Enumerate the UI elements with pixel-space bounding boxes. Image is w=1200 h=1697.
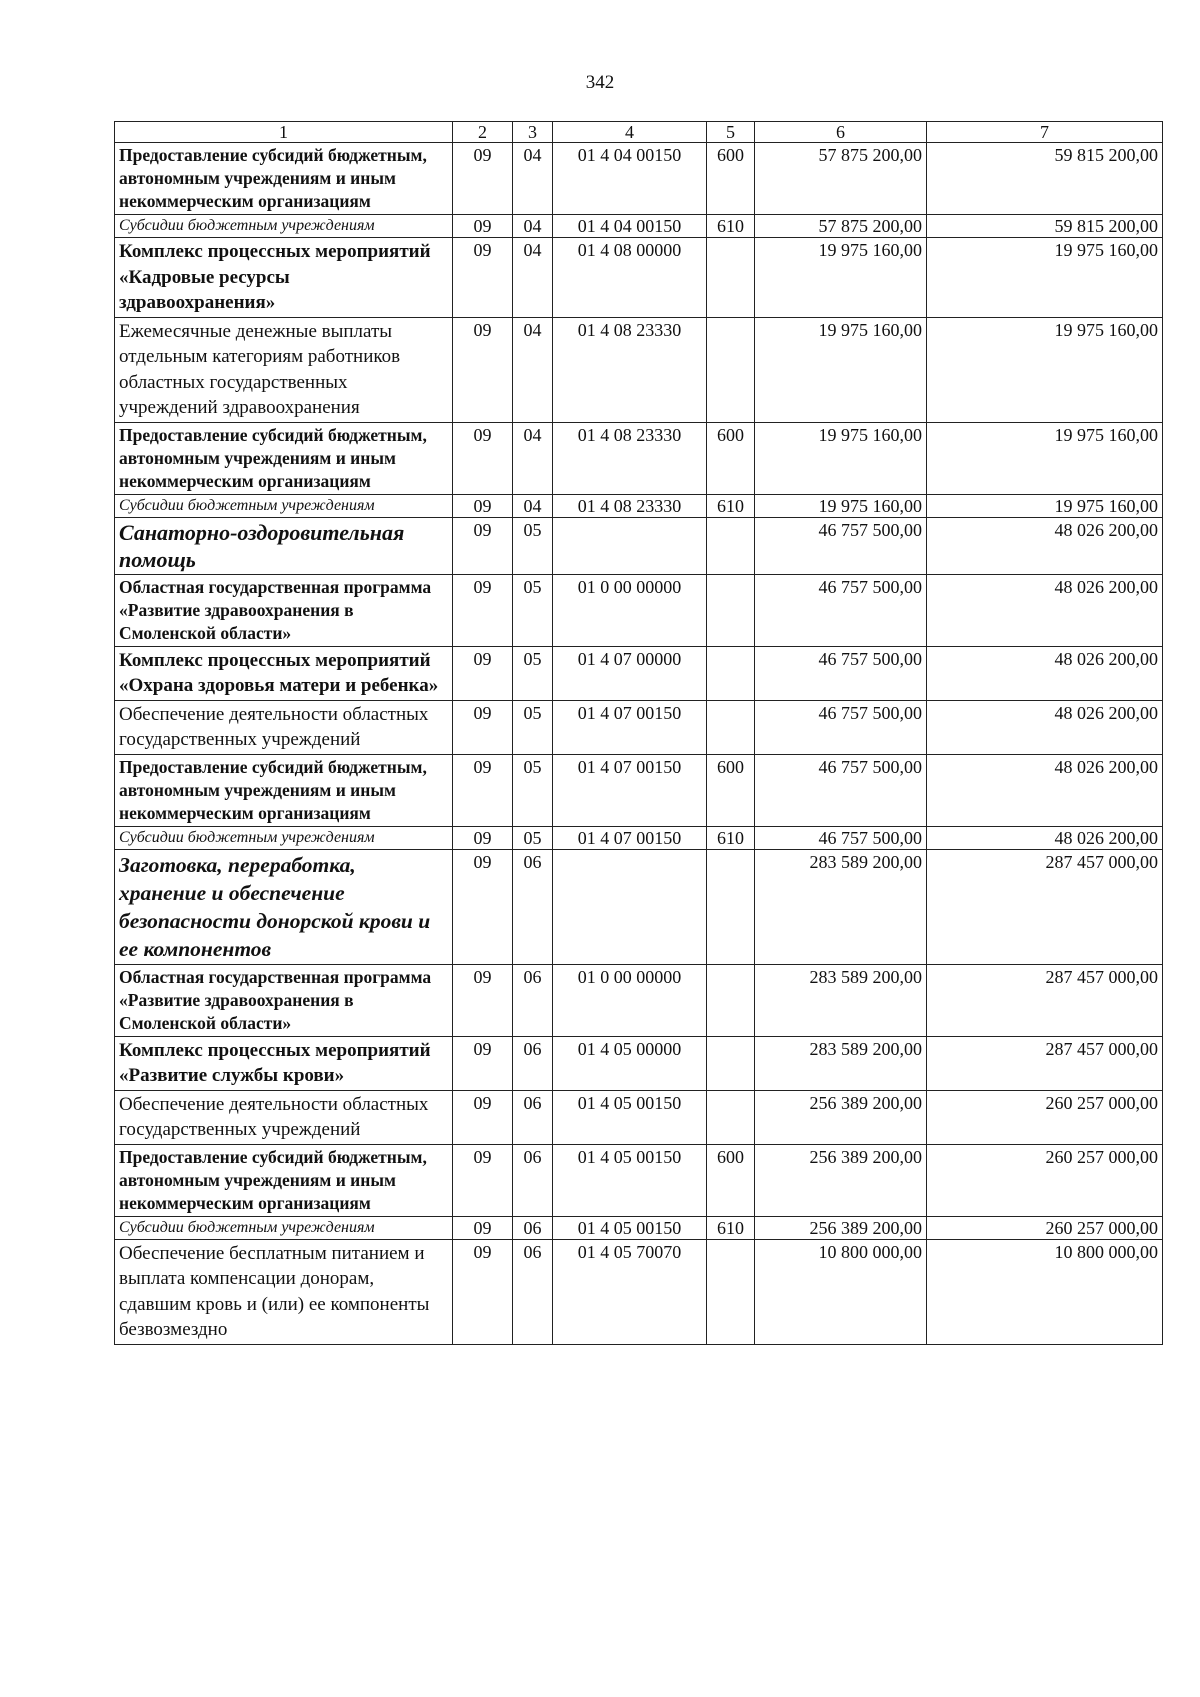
subsection-code-cell: 04	[513, 238, 553, 318]
target-article-cell: 01 4 08 23330	[553, 317, 707, 422]
table-row	[115, 422, 1163, 494]
column-number: 4	[553, 122, 707, 143]
expense-type-cell	[707, 1036, 755, 1090]
column-number: 3	[513, 122, 553, 143]
column-number: 6	[755, 122, 927, 143]
section-code-cell: 09	[453, 1216, 513, 1239]
row-name-cell: Обеспечение деятельности областных государственных учреждений	[115, 700, 453, 754]
page-number: 342	[585, 72, 615, 93]
amount-year2-cell: 19 975 160,00	[927, 422, 1163, 494]
expense-type-cell	[707, 646, 755, 700]
table-row	[115, 1216, 1163, 1239]
subsection-code-cell: 06	[513, 1144, 553, 1216]
target-article-cell: 01 4 07 00150	[553, 754, 707, 826]
subsection-code-cell: 06	[513, 964, 553, 1036]
row-name-cell: Предоставление субсидий бюджетным, автономным учреждениям и иным некоммерческим организациям	[115, 143, 453, 215]
expense-type-cell	[707, 964, 755, 1036]
row-name-cell: Комплекс процессных мероприятий «Охрана здоровья матери и ребенка»	[115, 646, 453, 700]
row-name-cell: Заготовка, переработка, хранение и обеспечение безопасности донорской крови и ее компонентов	[115, 849, 453, 964]
table-row	[115, 517, 1163, 574]
subsection-code-cell: 06	[513, 849, 553, 964]
expense-type-cell: 610	[707, 1216, 755, 1239]
row-name-cell: Субсидии бюджетным учреждениям	[115, 1216, 453, 1239]
amount-year1-cell: 46 757 500,00	[755, 826, 927, 849]
table-row	[115, 849, 1163, 964]
row-name-cell: Областная государственная программа «Развитие здравоохранения в Смоленской области»	[115, 574, 453, 646]
section-code-cell: 09	[453, 238, 513, 318]
target-article-cell: 01 4 08 00000	[553, 238, 707, 318]
amount-year2-cell: 59 815 200,00	[927, 143, 1163, 215]
expense-type-cell	[707, 1090, 755, 1144]
section-code-cell: 09	[453, 422, 513, 494]
table-row	[115, 754, 1163, 826]
amount-year1-cell: 256 389 200,00	[755, 1090, 927, 1144]
subsection-code-cell: 05	[513, 646, 553, 700]
subsection-code-cell: 04	[513, 317, 553, 422]
subsection-code-cell: 06	[513, 1239, 553, 1344]
target-article-cell: 01 4 05 00150	[553, 1216, 707, 1239]
amount-year2-cell: 59 815 200,00	[927, 215, 1163, 238]
amount-year2-cell: 19 975 160,00	[927, 238, 1163, 318]
amount-year2-cell: 48 026 200,00	[927, 826, 1163, 849]
amount-year1-cell: 19 975 160,00	[755, 317, 927, 422]
amount-year1-cell: 256 389 200,00	[755, 1144, 927, 1216]
target-article-cell: 01 0 00 00000	[553, 574, 707, 646]
amount-year1-cell: 283 589 200,00	[755, 964, 927, 1036]
amount-year1-cell: 283 589 200,00	[755, 1036, 927, 1090]
section-code-cell: 09	[453, 317, 513, 422]
expense-type-cell	[707, 700, 755, 754]
section-code-cell: 09	[453, 494, 513, 517]
section-code-cell: 09	[453, 1036, 513, 1090]
amount-year1-cell: 57 875 200,00	[755, 215, 927, 238]
row-name-cell: Предоставление субсидий бюджетным, автономным учреждениям и иным некоммерческим организациям	[115, 1144, 453, 1216]
table-row	[115, 1239, 1163, 1344]
amount-year1-cell: 19 975 160,00	[755, 422, 927, 494]
row-name-cell: Предоставление субсидий бюджетным, автономным учреждениям и иным некоммерческим организациям	[115, 754, 453, 826]
subsection-code-cell: 04	[513, 494, 553, 517]
subsection-code-cell: 06	[513, 1216, 553, 1239]
column-number: 7	[927, 122, 1163, 143]
amount-year2-cell: 260 257 000,00	[927, 1216, 1163, 1239]
amount-year1-cell: 46 757 500,00	[755, 700, 927, 754]
expense-type-cell	[707, 317, 755, 422]
amount-year2-cell: 287 457 000,00	[927, 964, 1163, 1036]
expense-type-cell: 610	[707, 215, 755, 238]
amount-year2-cell: 260 257 000,00	[927, 1144, 1163, 1216]
column-number: 1	[115, 122, 453, 143]
target-article-cell: 01 4 07 00150	[553, 700, 707, 754]
amount-year2-cell: 19 975 160,00	[927, 494, 1163, 517]
section-code-cell: 09	[453, 1144, 513, 1216]
subsection-code-cell: 04	[513, 143, 553, 215]
subsection-code-cell: 05	[513, 574, 553, 646]
amount-year1-cell: 283 589 200,00	[755, 849, 927, 964]
table-row	[115, 1144, 1163, 1216]
expense-type-cell	[707, 1239, 755, 1344]
amount-year2-cell: 48 026 200,00	[927, 646, 1163, 700]
section-code-cell: 09	[453, 1239, 513, 1344]
amount-year1-cell: 46 757 500,00	[755, 646, 927, 700]
expense-type-cell	[707, 574, 755, 646]
target-article-cell: 01 4 04 00150	[553, 143, 707, 215]
subsection-code-cell: 04	[513, 215, 553, 238]
target-article-cell: 01 4 05 00150	[553, 1090, 707, 1144]
column-number-row	[115, 122, 1163, 143]
target-article-cell: 01 4 05 70070	[553, 1239, 707, 1344]
row-name-cell: Обеспечение бесплатным питанием и выплата компенсации донорам, сдавшим кровь и (или) ее компоненты безвозмездно	[115, 1239, 453, 1344]
section-code-cell: 09	[453, 143, 513, 215]
amount-year1-cell: 10 800 000,00	[755, 1239, 927, 1344]
amount-year2-cell: 48 026 200,00	[927, 700, 1163, 754]
section-code-cell: 09	[453, 826, 513, 849]
target-article-cell	[553, 849, 707, 964]
section-code-cell: 09	[453, 849, 513, 964]
section-code-cell: 09	[453, 646, 513, 700]
amount-year2-cell: 19 975 160,00	[927, 317, 1163, 422]
row-name-cell: Комплекс процессных мероприятий «Развитие службы крови»	[115, 1036, 453, 1090]
table-row	[115, 215, 1163, 238]
target-article-cell: 01 0 00 00000	[553, 964, 707, 1036]
section-code-cell: 09	[453, 754, 513, 826]
target-article-cell: 01 4 04 00150	[553, 215, 707, 238]
expense-type-cell	[707, 238, 755, 318]
target-article-cell: 01 4 07 00000	[553, 646, 707, 700]
section-code-cell: 09	[453, 700, 513, 754]
expense-type-cell: 600	[707, 422, 755, 494]
row-name-cell: Комплекс процессных мероприятий «Кадровые ресурсы здравоохранения»	[115, 238, 453, 318]
row-name-cell: Предоставление субсидий бюджетным, автономным учреждениям и иным некоммерческим организациям	[115, 422, 453, 494]
expense-type-cell: 600	[707, 754, 755, 826]
table-row	[115, 238, 1163, 318]
row-name-cell: Субсидии бюджетным учреждениям	[115, 215, 453, 238]
subsection-code-cell: 04	[513, 422, 553, 494]
table-row	[115, 574, 1163, 646]
expense-type-cell	[707, 849, 755, 964]
row-name-cell: Обеспечение деятельности областных государственных учреждений	[115, 1090, 453, 1144]
amount-year1-cell: 19 975 160,00	[755, 238, 927, 318]
subsection-code-cell: 06	[513, 1036, 553, 1090]
amount-year2-cell: 48 026 200,00	[927, 574, 1163, 646]
amount-year1-cell: 19 975 160,00	[755, 494, 927, 517]
row-name-cell: Субсидии бюджетным учреждениям	[115, 826, 453, 849]
expense-type-cell: 600	[707, 1144, 755, 1216]
section-code-cell: 09	[453, 517, 513, 574]
expense-type-cell: 610	[707, 826, 755, 849]
target-article-cell: 01 4 07 00150	[553, 826, 707, 849]
row-name-cell: Субсидии бюджетным учреждениям	[115, 494, 453, 517]
expense-type-cell	[707, 517, 755, 574]
target-article-cell: 01 4 05 00150	[553, 1144, 707, 1216]
table-row	[115, 826, 1163, 849]
table-row	[115, 143, 1163, 215]
amount-year1-cell: 46 757 500,00	[755, 574, 927, 646]
table-row	[115, 1090, 1163, 1144]
row-name-cell: Областная государственная программа «Развитие здравоохранения в Смоленской области»	[115, 964, 453, 1036]
table-row	[115, 317, 1163, 422]
target-article-cell: 01 4 05 00000	[553, 1036, 707, 1090]
expense-type-cell: 600	[707, 143, 755, 215]
column-number: 2	[453, 122, 513, 143]
column-number: 5	[707, 122, 755, 143]
amount-year1-cell: 46 757 500,00	[755, 754, 927, 826]
expense-type-cell: 610	[707, 494, 755, 517]
table-row	[115, 700, 1163, 754]
row-name-cell: Санаторно-оздоровительная помощь	[115, 517, 453, 574]
table-row	[115, 964, 1163, 1036]
table-row	[115, 1036, 1163, 1090]
target-article-cell	[553, 517, 707, 574]
table-row	[115, 646, 1163, 700]
section-code-cell: 09	[453, 964, 513, 1036]
amount-year2-cell: 287 457 000,00	[927, 1036, 1163, 1090]
budget-table	[114, 121, 1163, 1345]
subsection-code-cell: 05	[513, 826, 553, 849]
amount-year1-cell: 46 757 500,00	[755, 517, 927, 574]
amount-year2-cell: 48 026 200,00	[927, 517, 1163, 574]
amount-year2-cell: 48 026 200,00	[927, 754, 1163, 826]
amount-year2-cell: 260 257 000,00	[927, 1090, 1163, 1144]
section-code-cell: 09	[453, 574, 513, 646]
section-code-cell: 09	[453, 1090, 513, 1144]
subsection-code-cell: 06	[513, 1090, 553, 1144]
target-article-cell: 01 4 08 23330	[553, 422, 707, 494]
row-name-cell: Ежемесячные денежные выплаты отдельным категориям работников областных государственных учреждений здравоохранения	[115, 317, 453, 422]
amount-year1-cell: 57 875 200,00	[755, 143, 927, 215]
amount-year2-cell: 287 457 000,00	[927, 849, 1163, 964]
amount-year1-cell: 256 389 200,00	[755, 1216, 927, 1239]
subsection-code-cell: 05	[513, 517, 553, 574]
table-row	[115, 494, 1163, 517]
target-article-cell: 01 4 08 23330	[553, 494, 707, 517]
subsection-code-cell: 05	[513, 700, 553, 754]
subsection-code-cell: 05	[513, 754, 553, 826]
amount-year2-cell: 10 800 000,00	[927, 1239, 1163, 1344]
section-code-cell: 09	[453, 215, 513, 238]
